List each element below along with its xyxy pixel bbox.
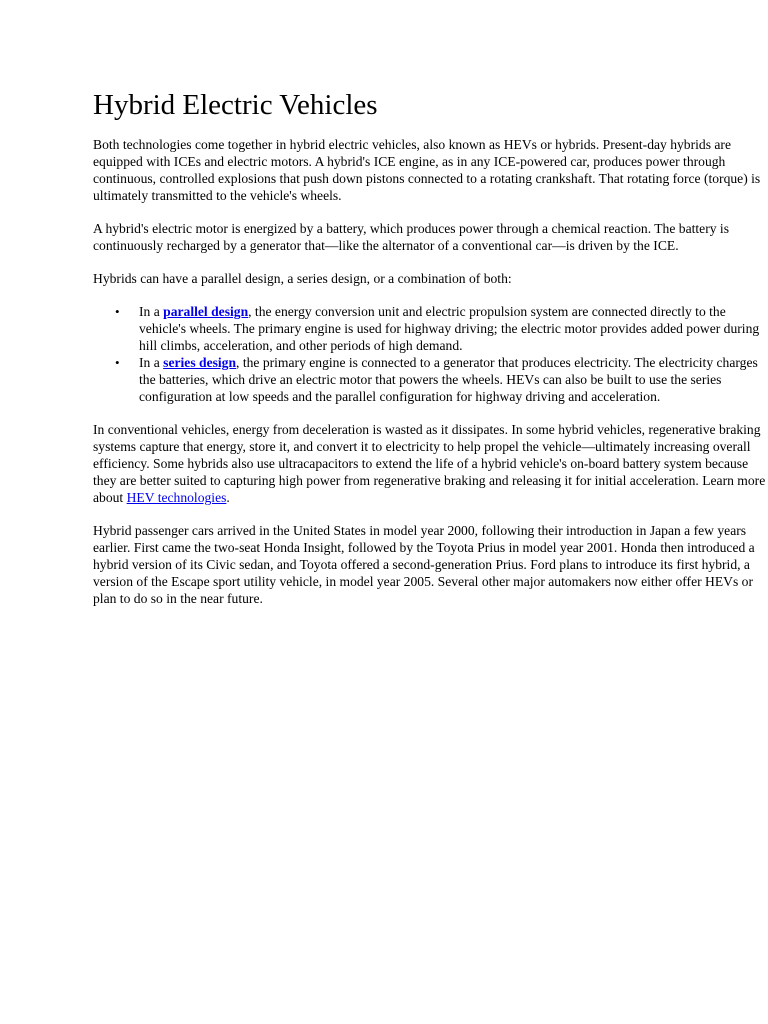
list-item-text: , the primary engine is connected to a generator that produces electricity. The electricity charges the batteries, which drive an electric motor that powers the wheels. HEVs can also be built to use the series configuration at low speeds and the parallel configuration for highway driving and acceleration. (139, 355, 758, 404)
list-item-parallel (115, 303, 768, 354)
list-item-series (115, 354, 768, 405)
paragraph-end-punctuation: . (226, 490, 230, 505)
list-item-text: , the energy conversion unit and electric propulsion system are connected directly to the vehicle's wheels. The primary engine is used for highway driving; the electric motor provides added power during hill climbs, acceleration, and other periods of high demand. (139, 304, 760, 353)
list-item-prefix: In a (139, 304, 164, 319)
intro-paragraph: Both technologies come together in hybrid electric vehicles, also known as HEVs or hybrids. Present-day hybrids are equipped with ICEs and electric motors. A hybrid's ICE engine, as in any ICE-powered car, produces power through continuous, controlled explosions that push down pistons connected to a rotating crankshaft. That rotating force (torque) is ultimately transmitted to the vehicle's wheels. (93, 137, 761, 203)
parallel-design-link[interactable]: parallel design (163, 304, 249, 319)
design-intro-paragraph: Hybrids can have a parallel design, a series design, or a combination of both: (93, 271, 512, 286)
list-item-prefix: In a (139, 355, 164, 370)
document-page (93, 85, 768, 623)
page-title: Hybrid Electric Vehicles (93, 89, 378, 121)
hev-technologies-link[interactable]: HEV technologies (126, 490, 227, 505)
regenerative-braking-text: In conventional vehicles, energy from deceleration is wasted as it dissipates. In some hybrid vehicles, regenerative braking systems capture that energy, store it, and convert it to electricity to help propel the vehicle—ultimately increasing overall efficiency. Some hybrids also use ultracapacitors to extend the life of a hybrid vehicle's on-board battery system because they are better suited to capturing high power from regenerative braking and releasing it for initial acceleration. Learn more about (93, 422, 766, 505)
bullet-icon: • (115, 355, 120, 370)
regenerative-braking-paragraph (93, 421, 768, 506)
battery-paragraph: A hybrid's electric motor is energized by a battery, which produces power through a chemical reaction. The battery is continuously recharged by a generator that—like the alternator of a conventional car—is driven by the ICE. (93, 221, 729, 253)
history-paragraph: Hybrid passenger cars arrived in the United States in model year 2000, following their introduction in Japan a few years earlier. First came the two-seat Honda Insight, followed by the Toyota Prius in model year 2001. Honda then introduced a hybrid version of its Civic sedan, and Toyota offered a second-generation Prius. Ford plans to introduce its first hybrid, a version of the Escape sport utility vehicle, in model year 2005. Several other major automakers now either offer HEVs or plan to do so in the near future. (93, 523, 755, 606)
design-list (93, 303, 768, 405)
bullet-icon: • (115, 304, 120, 319)
series-design-link[interactable]: series design (163, 355, 237, 370)
